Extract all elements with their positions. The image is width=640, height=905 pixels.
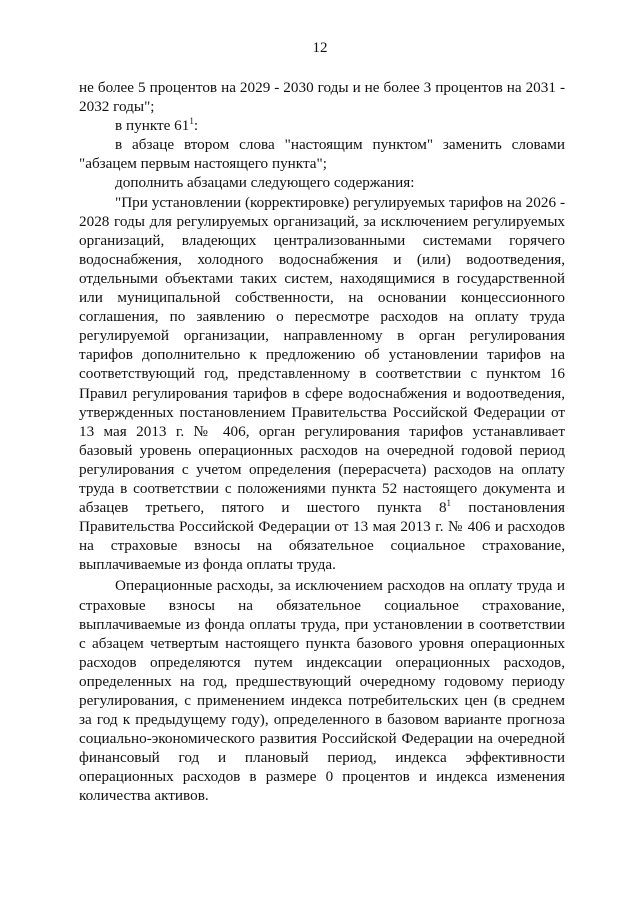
paragraph-new-text-2: Операционные расходы, за исключением расходов на оплату труда и страховые взносы на обязательное социальное страхование, выплачиваемые из фонда оплаты труда, при установлении в соответствии с абзацем четвертым настоящего пункта базового уровня операционных расходов определяются путем индексации операционных расходов, определенных на год, предшествующий очередному годовому периоду регулирования, с применением индекса потребительских цен (в среднем за год к предыдущему году), определенного в базовом варианте прогноза социально-экономического развития Российской Федерации на очередной финансовый год и плановый период, индекса эффективности операционных расходов в размере 0 процентов и индекса изменения количества активов. xyxy=(79,577,565,805)
paragraph-item-point xyxy=(79,116,565,135)
paragraph-text: постановления Правительства Российской Федерации от 13 мая 2013 г. № 406 и расходов на страховые взносы на обязательное социальное страхование, выплачиваемые из фонда оплаты труда. xyxy=(79,499,565,574)
document-body xyxy=(79,78,565,806)
superscript: 1 xyxy=(446,498,452,509)
paragraph-continuation: не более 5 процентов на 2029 - 2030 годы и не более 3 процентов на 2031 - 2032 годы"; xyxy=(79,79,565,116)
superscript: 1 xyxy=(189,116,194,127)
paragraph-text: в пункте 61 xyxy=(115,117,190,135)
paragraph-text: : xyxy=(193,117,199,135)
paragraph-addition-intro: дополнить абзацами следующего содержания: xyxy=(115,174,415,192)
paragraph-amendment: в абзаце втором слова "настоящим пунктом" заменить словами "абзацем первым настоящего пункта"; xyxy=(79,136,565,173)
paragraph-text: "При установлении (корректировке) регулируемых тарифов на 2026 - 2028 годы для регулируемых организаций, за исключением регулируемых организаций, владеющих централизованными системами горячего водоснабжения, холодного водоснабжения и (или) водоотведения, отдельными объектами таких систем, находящимися в государственной или муниципальной собственности, на основании концессионного соглашения, по заявлению о пересмотре расходов на оплату труда регулируемой организации, направленному в орган регулирования тарифов дополнительно к предложению об установлении тарифов на соответствующий год, представленному в соответствии с пунктом 16 Правил регулирования тарифов в сфере водоснабжения и водоотведения, утвержденных постановлением Правительства Российской Федерации от 13 мая 2013 г. № 406, орган регулирования тарифов устанавливает базовый уровень операционных расходов на очередной годовой период регулирования с учетом определения (перерасчета) расходов на оплату труда в соответствии с положениями пункта 52 настоящего документа и абзацев третьего, пятого и шестого пункта 8 xyxy=(79,193,565,517)
page-number: 12 xyxy=(312,40,328,56)
paragraph-new-text-1 xyxy=(79,193,565,575)
